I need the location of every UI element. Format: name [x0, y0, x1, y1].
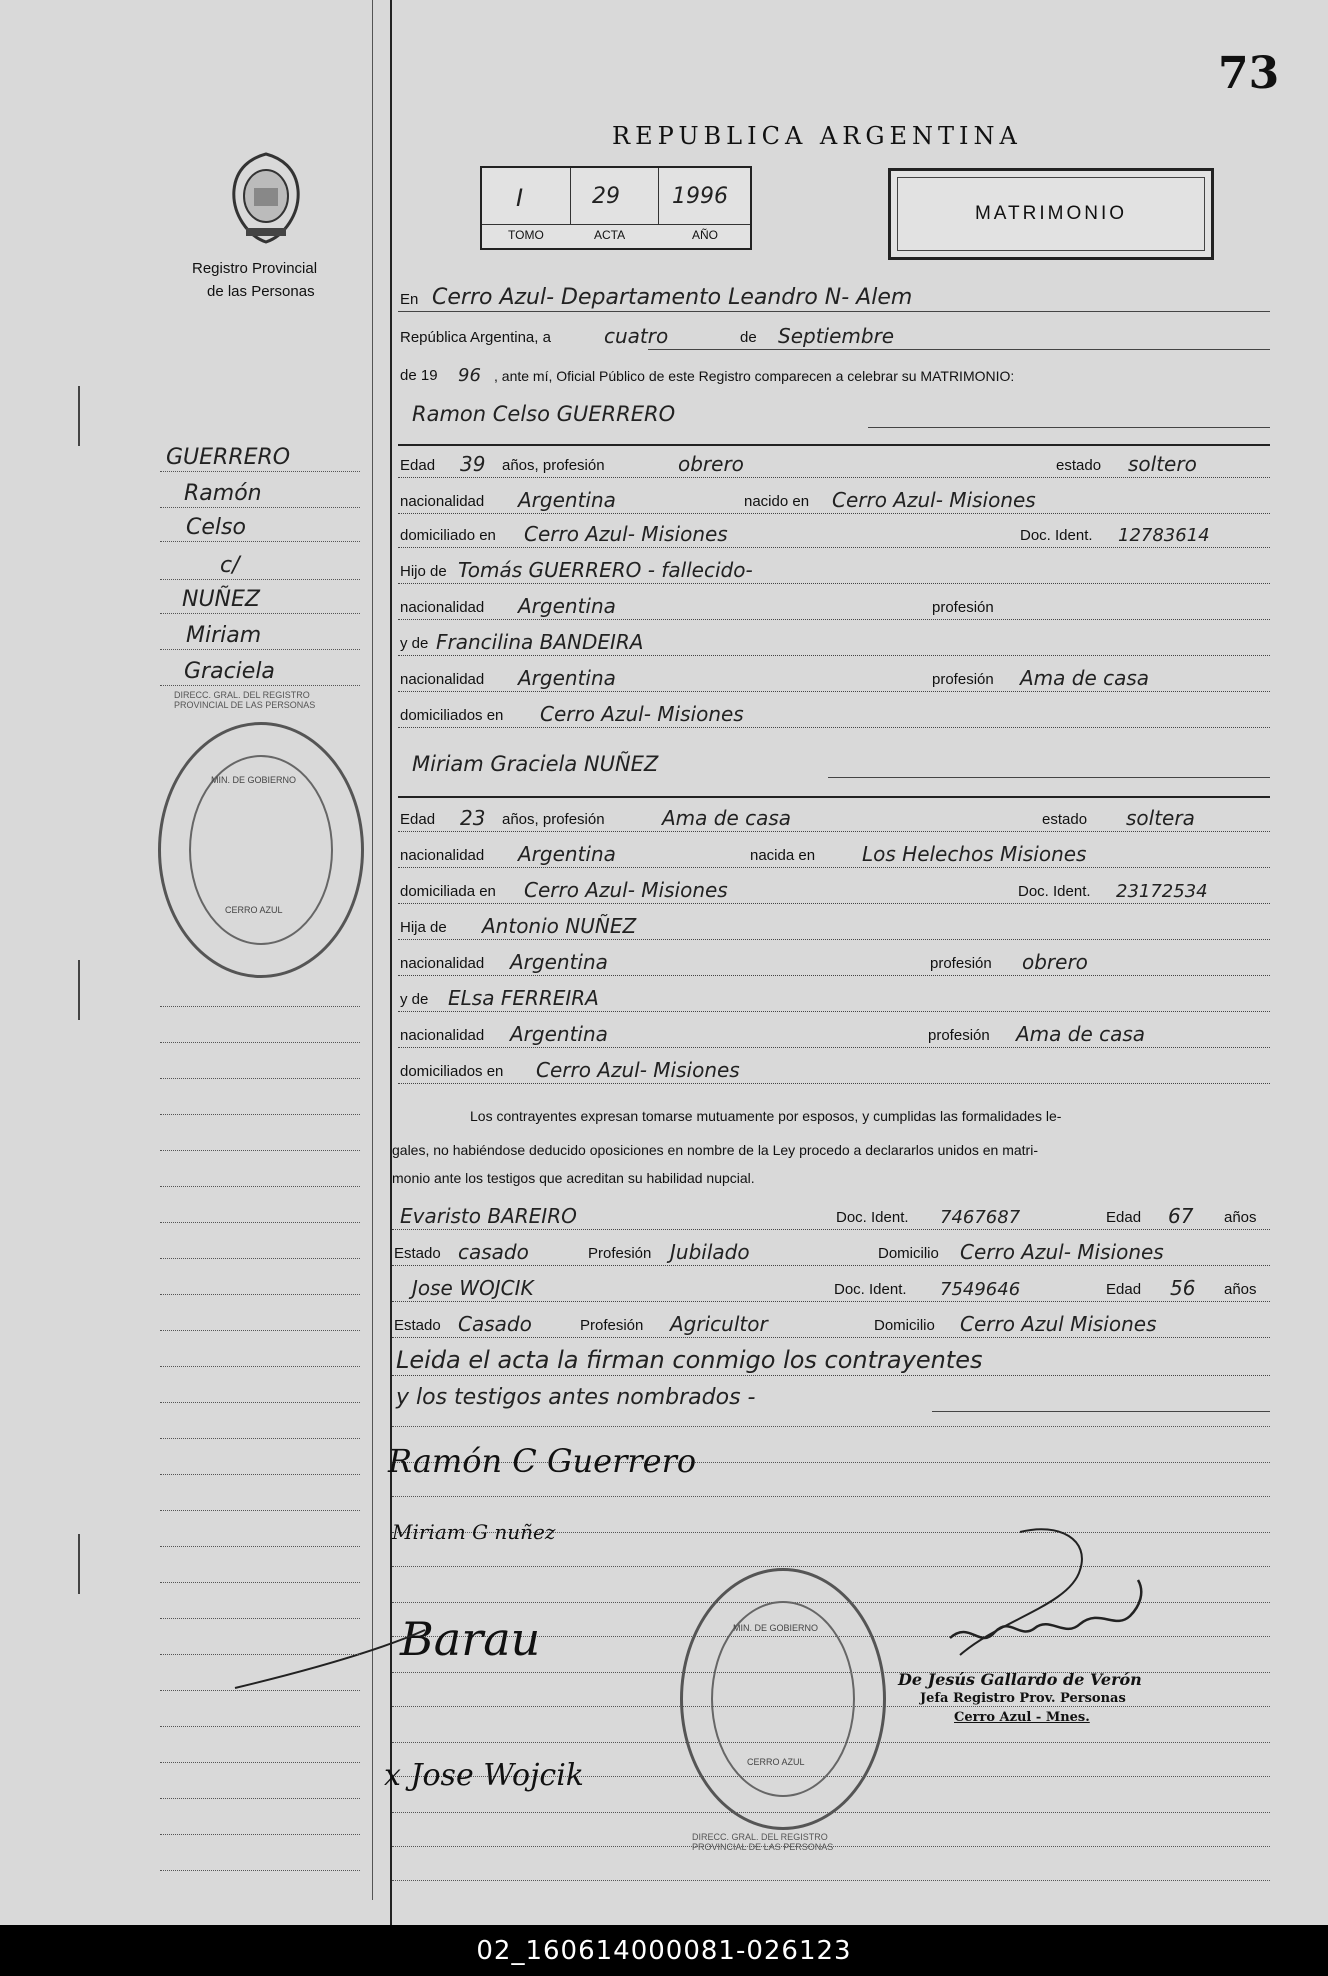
- groom-full-name: Ramon Celso GUERRERO: [412, 402, 676, 426]
- groom-father-nationality-row: nacionalidad Argentina profesión: [398, 590, 1270, 622]
- bride-age-row: Edad 23 años, profesión Ama de casa estado soltera: [398, 802, 1270, 834]
- witness1-signature-flourish: [230, 1620, 430, 1690]
- record-type: MATRIMONIO: [974, 203, 1128, 224]
- marriage-year: 96: [458, 365, 481, 386]
- witness1-details-row: Estado casado Profesión Jubilado Domicilio Cerro Azul- Misiones: [392, 1236, 1270, 1268]
- page-number: 73: [1218, 48, 1280, 99]
- intro-year-row: de 19 96 , ante mí, Oficial Público de este Registro comparecen a celebrar su MATRIMONIO:: [400, 365, 1015, 386]
- seal-left-inner-text: MIN. DE GOBIERNO: [211, 775, 297, 785]
- bride-mother-row: y de ELsa FERREIRA: [398, 982, 1270, 1014]
- witness2-details-row: Estado Casado Profesión Agricultor Domicilio Cerro Azul Misiones: [392, 1308, 1270, 1340]
- binding-hole-mark: [78, 1534, 80, 1594]
- intro-place-row: En Cerro Azul- Departamento Leandro N- Alem: [398, 282, 1270, 314]
- registry-name-line1: Registro Provincial: [192, 260, 318, 277]
- margin-name-row: Miriam: [160, 622, 360, 652]
- witness1-row: Evaristo BAREIRO Doc. Ident. 7467687 Edad 67 años: [392, 1200, 1270, 1232]
- record-type-box: [888, 168, 1214, 260]
- groom-parents-domicile-row: domiciliados en Cerro Azul- Misiones: [398, 698, 1270, 730]
- margin-name-row: GUERRERO: [160, 444, 360, 474]
- bride-father-nationality-row: nacionalidad Argentina profesión obrero: [398, 946, 1270, 978]
- intro-date-row: República Argentina, a cuatro de Septiembre: [398, 320, 1270, 352]
- registry-seal-bottom: [680, 1568, 886, 1830]
- marriage-month: Septiembre: [778, 324, 895, 348]
- closing-line1: Leida el acta la firman conmigo los contrayentes: [396, 1346, 983, 1374]
- closing-line2-row: [392, 1382, 1270, 1414]
- marriage-place: Cerro Azul- Departamento Leandro N- Alem: [432, 285, 913, 310]
- image-id-footer: 02_160614000081-026123: [0, 1925, 1328, 1976]
- ano-value: 1996: [672, 184, 728, 209]
- officer-office: Cerro Azul - Mnes.: [954, 1710, 1090, 1725]
- margin-name-row: Celso: [160, 514, 360, 544]
- coat-of-arms-icon: [226, 150, 306, 246]
- record-number-box: [480, 166, 752, 250]
- groom-mother-row: y de Francilina BANDEIRA: [398, 626, 1270, 658]
- groom-domicile-row: domiciliado en Cerro Azul- Misiones Doc. Ident. 12783614: [398, 518, 1270, 550]
- legal-text-line3: monio ante los testigos que acreditan su habilidad nupcial.: [392, 1170, 755, 1186]
- bride-full-name: Miriam Graciela NUÑEZ: [412, 752, 659, 776]
- officer-name: De Jesús Gallardo de Verón: [898, 1670, 1142, 1689]
- officer-title: Jefa Registro Prov. Personas: [920, 1691, 1126, 1706]
- officer-signature-scribble: [940, 1520, 1160, 1670]
- bride-name-row: [398, 748, 1270, 780]
- groom-mother-nationality-row: nacionalidad Argentina profesión Ama de casa: [398, 662, 1270, 694]
- seal-left-outer-text: DIRECC. GRAL. DEL REGISTRO PROVINCIAL DE LAS PERSONAS: [174, 690, 316, 710]
- bride-mother-nationality-row: nacionalidad Argentina profesión Ama de casa: [398, 1018, 1270, 1050]
- legal-text-line2: gales, no habiéndose deducido oposiciones en nombre de la Ley procedo a declararlos unidos en matri-: [392, 1142, 1038, 1158]
- groom-nationality-row: nacionalidad Argentina nacido en Cerro Azul- Misiones: [398, 484, 1270, 516]
- witness1-name: Evaristo BAREIRO: [400, 1204, 577, 1228]
- witness2-name: Jose WOJCIK: [412, 1276, 534, 1300]
- legal-text-line1: Los contrayentes expresan tomarse mutuamente por esposos, y cumplidas las formalidades le-: [470, 1108, 1062, 1124]
- seal-bottom-bottom-text: CERRO AZUL: [747, 1757, 805, 1767]
- bride-domicile-row: domiciliada en Cerro Azul- Misiones Doc. Ident. 23172534: [398, 874, 1270, 906]
- seal-bottom-inner-text: MIN. DE GOBIERNO: [733, 1623, 819, 1633]
- marriage-day: cuatro: [604, 324, 669, 348]
- tomo-value: I: [516, 184, 524, 212]
- closing-line1-row: [392, 1346, 1270, 1378]
- groom-age-row: Edad 39 años, profesión obrero estado soltero: [398, 448, 1270, 480]
- tomo-label: TOMO: [508, 228, 544, 242]
- registry-seal-left: [158, 722, 364, 978]
- registry-name-line2: de las Personas: [207, 283, 315, 300]
- bride-father-row: Hija de Antonio NUÑEZ: [398, 910, 1270, 942]
- binding-hole-mark: [78, 960, 80, 1020]
- page-fold-shadow: [372, 0, 373, 1900]
- seal-bottom-outer-text: DIRECC. GRAL. DEL REGISTRO PROVINCIAL DE LAS PERSONAS: [692, 1832, 834, 1852]
- margin-name-row: Graciela: [160, 658, 360, 688]
- margin-name-row: Ramón: [160, 480, 360, 510]
- margin-name-row: c/: [160, 552, 360, 582]
- margin-name-row: NUÑEZ: [160, 586, 360, 616]
- binding-hole-mark: [78, 386, 80, 446]
- acta-label: ACTA: [594, 228, 626, 242]
- witness1-signature: Barau: [400, 1612, 541, 1666]
- officer-stamp: [898, 1670, 1142, 1725]
- groom-father-row: Hijo de Tomás GUERRERO - fallecido-: [398, 554, 1270, 586]
- closing-line2: y los testigos antes nombrados -: [396, 1385, 756, 1410]
- witness2-row: Jose WOJCIK Doc. Ident. 7549646 Edad 56 años: [392, 1272, 1270, 1304]
- groom-name-row: [398, 398, 1270, 430]
- groom-signature: Ramón C Guerrero: [388, 1442, 697, 1480]
- bride-nationality-row: nacionalidad Argentina nacida en Los Helechos Misiones: [398, 838, 1270, 870]
- bride-parents-domicile-row: domiciliados en Cerro Azul- Misiones: [398, 1054, 1270, 1086]
- witness2-signature: x Jose Wojcik: [384, 1758, 584, 1793]
- country-heading: REPUBLICA ARGENTINA: [612, 122, 1022, 150]
- ano-label: AÑO: [692, 228, 719, 242]
- bride-signature: Miriam G nuñez: [392, 1520, 556, 1544]
- seal-left-bottom-text: CERRO AZUL: [225, 905, 283, 915]
- acta-value: 29: [592, 184, 620, 209]
